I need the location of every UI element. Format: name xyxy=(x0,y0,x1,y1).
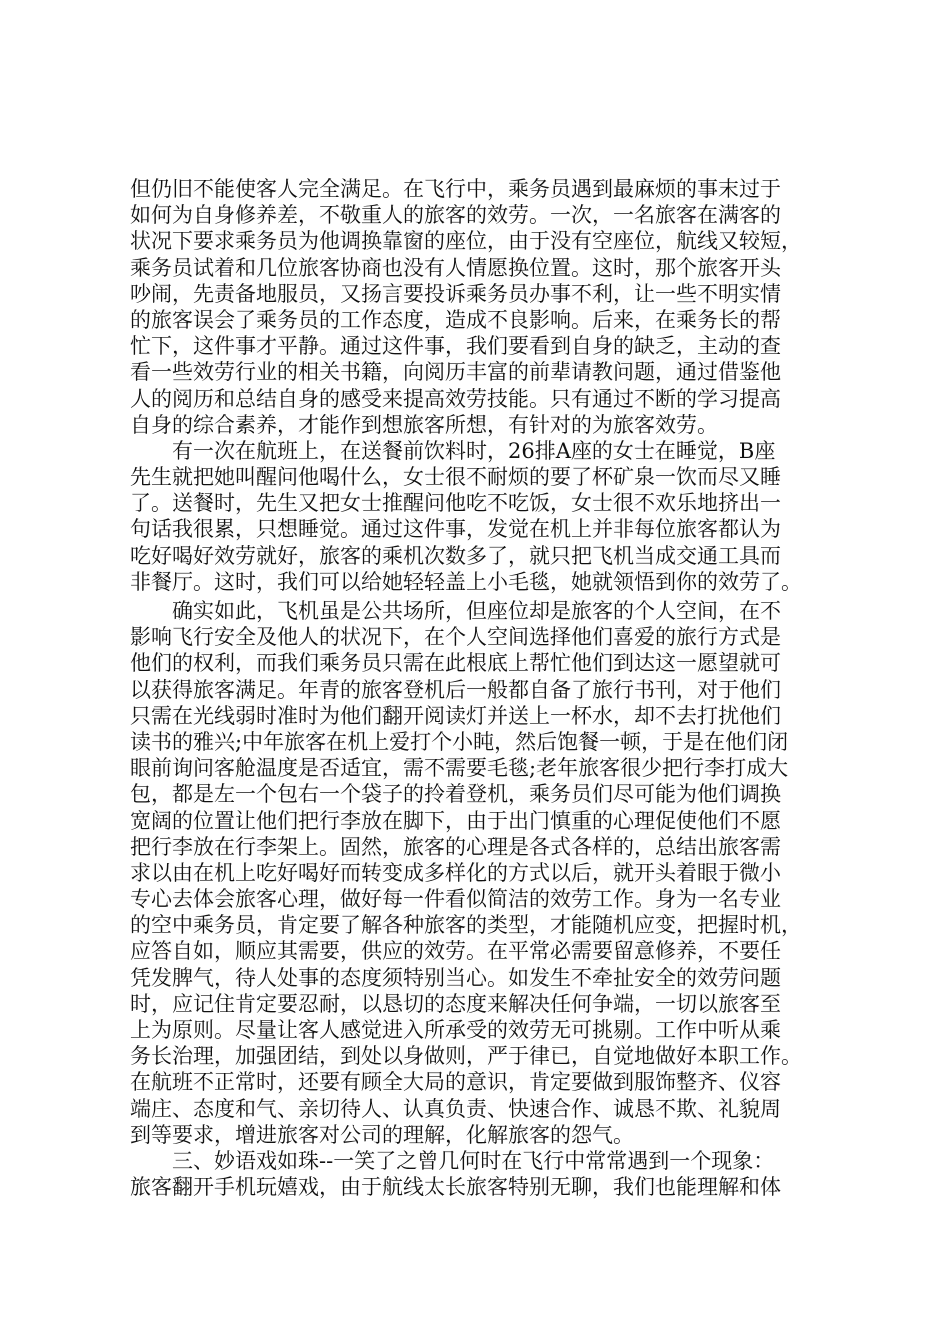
text-line: 影响飞行安全及他人的状况下，在个人空间选择他们喜爱的旅行方式是 xyxy=(130,625,781,650)
text-line: 宽阔的位置让他们把行李放在脚下，由于出门慎重的心理促使他们不愿 xyxy=(130,808,781,833)
text-line: 眼前询问客舱温度是否适宜，需不需要毛毯;老年旅客很少把行李打成大 xyxy=(130,756,789,781)
text-line: 有一次在航班上，在送餐前饮料时，26排A座的女士在睡觉，B座 xyxy=(172,438,776,463)
text-line: 人的阅历和总结自身的感受来提高效劳技能。只有通过不断的学习提高 xyxy=(130,386,781,411)
text-line: 吃好喝好效劳就好，旅客的乘机次数多了，就只把飞机当成交通工具而 xyxy=(130,543,781,568)
text-line: 他们的权利，而我们乘务员只需在此根底上帮忙他们到达这一愿望就可 xyxy=(130,651,781,676)
text-line: 以获得旅客满足。年青的旅客登机后一般都自备了旅行书刊，对于他们 xyxy=(130,677,781,702)
text-line: 自身的综合素养，才能作到想旅客所想，有针对的为旅客效劳。 xyxy=(130,412,718,437)
text-line: 端庄、态度和气、亲切待人、认真负责、快速合作、诚恳不欺、礼貌周 xyxy=(130,1096,781,1121)
text-line: 非餐厅。这时，我们可以给她轻轻盖上小毛毯，她就领悟到你的效劳了。 xyxy=(130,569,802,594)
text-line: 先生就把她叫醒问他喝什么，女士很不耐烦的要了杯矿泉一饮而尽又睡 xyxy=(130,465,781,490)
text-line: 求以由在机上吃好喝好而转变成多样化的方式以后，就开头着眼于微小 xyxy=(130,860,781,885)
text-line: 在航班不正常时，还要有顾全大局的意识，肯定要做到服饰整齐、仪容 xyxy=(130,1070,781,1095)
text-line: 的空中乘务员，肯定要了解各种旅客的类型，才能随机应变，把握时机， xyxy=(130,913,802,938)
text-line: 包，都是左一个包右一个袋子的拎着登机，乘务员们尽可能为他们调换 xyxy=(130,782,781,807)
text-line: 了。送餐时，先生又把女士推醒问他吃不吃饭，女士很不欢乐地挤出一 xyxy=(130,491,781,516)
text-line: 如何为自身修养差，不敬重人的旅客的效劳。一次，一名旅客在满客的 xyxy=(130,203,781,228)
text-line: 应答自如，顺应其需要，供应的效劳。在平常必需要留意修养，不要任 xyxy=(130,939,781,964)
paragraph-block-1 xyxy=(130,176,846,595)
text-line: 读书的雅兴;中年旅客在机上爱打个小盹，然后饱餐一顿，于是在他们闭 xyxy=(130,729,789,754)
text-line: 只需在光线弱时准时为他们翻开阅读灯并送上一杯水，却不去打扰他们 xyxy=(130,703,781,728)
text-line: 忙下，这件事才平静。通过这件事，我们要看到自身的缺乏，主动的查 xyxy=(130,334,781,359)
text-line: 上为原则。尽量让客人感觉进入所承受的效劳无可挑剔。工作中听从乘 xyxy=(130,1018,781,1042)
text-line: 到等要求，增进旅客对公司的理解，化解旅客的怨气。 xyxy=(130,1122,634,1147)
text-line: 看一些效劳行业的相关书籍，向阅历丰富的前辈请教问题，通过借鉴他 xyxy=(130,360,781,385)
text-line: 乘务员试着和几位旅客协商也没有人情愿换位置。这时，那个旅客开头 xyxy=(130,255,781,280)
text-line: 时，应记住肯定要忍耐，以恳切的态度来解决任何争端，一切以旅客至 xyxy=(130,991,781,1016)
text-line: 专心去体会旅客心理，做好每一件看似简洁的效劳工作。身为一名专业 xyxy=(130,887,781,912)
text-line: 凭发脾气，待人处事的态度须特别当心。如发生不牵扯安全的效劳问题 xyxy=(130,965,781,990)
text-line: 但仍旧不能使客人完全满足。在飞行中，乘务员遇到最麻烦的事末过于 xyxy=(130,177,781,201)
text-line: 把行李放在行李架上。固然，旅客的心理是各式各样的，总结出旅客需 xyxy=(130,834,781,859)
paragraph-block-2 xyxy=(130,598,846,1200)
text-line: 务长治理，加强团结，到处以身做则，严于律已，自觉地做好本职工作。 xyxy=(130,1044,802,1069)
text-line: 旅客翻开手机玩嬉戏，由于航线太长旅客特别无聊，我们也能理解和体 xyxy=(130,1175,781,1200)
text-line: 句话我很累，只想睡觉。通过这件事，发觉在机上并非每位旅客都认为 xyxy=(130,517,781,542)
text-line: 状况下要求乘务员为他调换靠窗的座位，由于没有空座位，航线又较短， xyxy=(130,229,802,254)
text-line: 吵闹，先责备地服员，又扬言要投诉乘务员办事不利，让一些不明实情 xyxy=(130,281,781,306)
text-line: 三、妙语戏如珠--一笑了之曾几何时在飞行中常常遇到一个现象： xyxy=(172,1148,775,1173)
text-line: 的旅客误会了乘务员的工作态度，造成不良影响。后来，在乘务长的帮 xyxy=(130,307,781,332)
text-line: 确实如此，飞机虽是公共场所，但座位却是旅客的个人空间，在不 xyxy=(172,599,781,623)
